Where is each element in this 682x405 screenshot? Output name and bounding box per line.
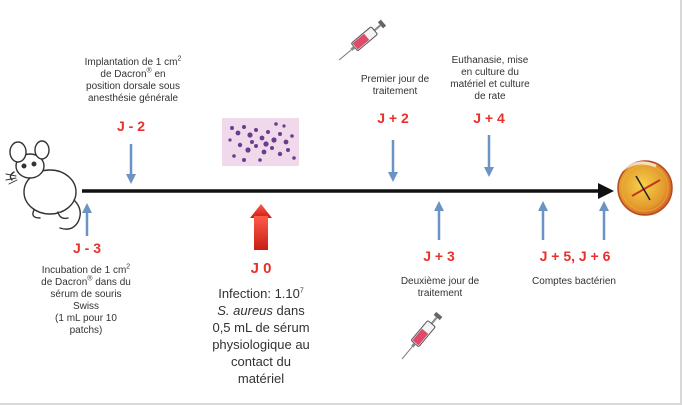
arrow-down-euthanasie [484,135,494,177]
mouse-drawing-icon [6,141,80,229]
infection-label: Infection: 1.10$^7$ S. aureus dans 0,5 mL de sérum physiologique au contact du matériel [212,286,310,386]
day-label-j-minus-2: J - 2 [116,118,145,134]
arrow-down-premier-jour [388,140,398,182]
arrow-down-implantation [126,144,136,184]
petri-dish-icon [618,161,672,215]
comptes-label: Comptes bactérien [532,276,616,287]
day-label-j-plus-4: J + 4 [473,110,505,126]
syringe-icon [398,311,443,362]
implantation-label: Implantation de 1 $cm^2$ de Dacron® en position dorsale sous anesthésie générale [84,55,182,104]
day-label-j-plus-5-6: J + 5, J + 6 [539,248,611,264]
day-label-j0: J 0 [250,260,272,277]
bacteria-micrograph-image [222,118,299,166]
arrow-up-incubation [82,203,92,236]
arrow-up-comptes-j5 [538,201,548,240]
day-label-j-plus-3: J + 3 [423,248,455,264]
arrow-up-deuxieme-jour [434,201,444,240]
timeline-arrow [82,183,614,199]
day-label-j-minus-3: J - 3 [72,240,101,256]
day-label-j-plus-2: J + 2 [377,110,409,126]
euthanasie-label: Euthanasie, mise en culture du matériel et culture de rate [450,55,530,102]
premier-jour-label: Premier jour de traitement [360,74,430,97]
deuxieme-jour-label: Deuxième jour de traitement [400,276,480,299]
incubation-label: Incubation de 1 $cm^2$ de Dacron® dans du sérum de souris Swiss (1 mL pour 10 patchs) [41,263,131,336]
syringe-icon [336,19,387,64]
infection-arrow [250,204,272,250]
arrow-up-comptes-j6 [599,201,609,240]
